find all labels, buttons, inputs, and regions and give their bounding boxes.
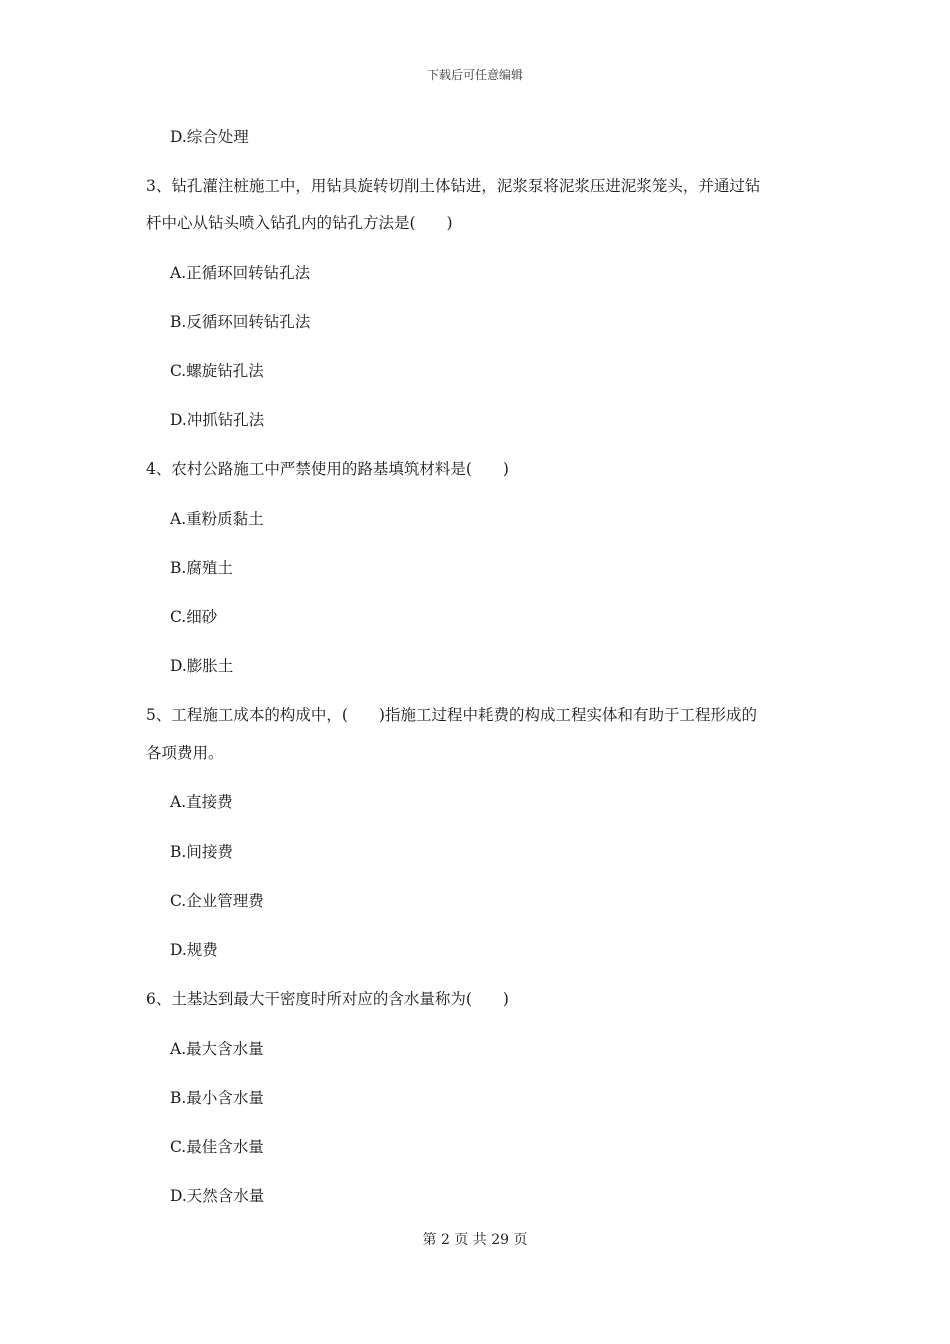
- question-3-option-c: C.螺旋钻孔法: [170, 362, 264, 380]
- question-5-option-a: A.直接费: [170, 793, 233, 811]
- page-footer: 第 2 页 共 29 页: [422, 1232, 528, 1248]
- question-6-line-1: 6、土基达到最大干密度时所对应的含水量称为( ): [146, 990, 509, 1008]
- question-4-line-1: 4、农村公路施工中严禁使用的路基填筑材料是( ): [146, 460, 509, 478]
- page-header: 下载后可任意编辑: [426, 68, 523, 82]
- question-4-option-a: A.重粉质黏土: [170, 510, 264, 528]
- question-6-option-b: B.最小含水量: [170, 1089, 264, 1107]
- question-6-option-a: A.最大含水量: [170, 1040, 264, 1058]
- question-3-line-2: 杆中心从钻头喷入钻孔内的钻孔方法是( ): [146, 214, 453, 232]
- question-6-option-c: C.最佳含水量: [170, 1138, 264, 1156]
- question-5-line-1: 5、工程施工成本的构成中，( )指施工过程中耗费的构成工程实体和有助于工程形成的: [146, 706, 757, 724]
- question-4-option-d: D.膨胀土: [170, 657, 234, 675]
- question-4-option-c: C.细砂: [170, 608, 218, 626]
- question-3-option-a: A.正循环回转钻孔法: [170, 264, 311, 282]
- question-5-option-b: B.间接费: [170, 843, 233, 861]
- question-6-option-d: D.天然含水量: [170, 1187, 265, 1205]
- question-3-option-d: D.冲抓钻孔法: [170, 411, 265, 429]
- question-5-option-c: C.企业管理费: [170, 892, 264, 910]
- question-3-line-1: 3、钻孔灌注桩施工中，用钻具旋转切削土体钻进，泥浆泵将泥浆压进泥浆笼头，并通过钻: [146, 177, 761, 195]
- question-5-option-d: D.规费: [170, 941, 218, 959]
- option-d-prev: D.综合处理: [170, 128, 249, 146]
- question-3-option-b: B.反循环回转钻孔法: [170, 313, 311, 331]
- question-5-line-2: 各项费用。: [146, 744, 224, 762]
- question-4-option-b: B.腐殖土: [170, 559, 233, 577]
